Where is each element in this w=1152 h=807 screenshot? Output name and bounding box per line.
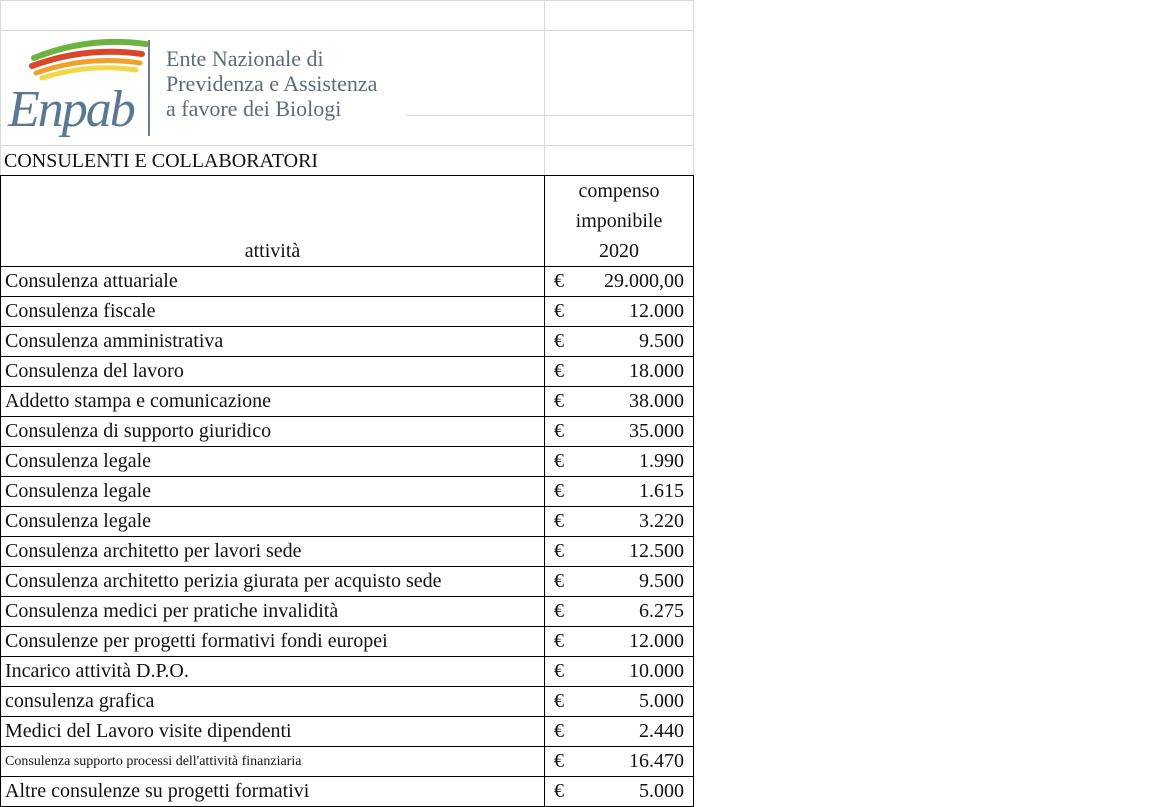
amount-cell[interactable] [545, 357, 694, 387]
table-row [1, 567, 694, 597]
activity-cell[interactable]: Consulenze per progetti formativi fondi europei [1, 627, 545, 657]
table-row [1, 687, 694, 717]
logo-line-2: Previdenza e Assistenza [166, 71, 378, 96]
activity-cell[interactable]: Consulenza amministrativa [1, 327, 545, 357]
currency-symbol: € [554, 540, 564, 562]
activity-cell[interactable]: Consulenza architetto perizia giurata per acquisto sede [1, 567, 545, 597]
section-title: CONSULENTI E COLLABORATORI [4, 150, 319, 172]
amount-cell[interactable] [545, 387, 694, 417]
currency-symbol: € [554, 600, 564, 622]
consultants-table [0, 175, 694, 807]
amount-value: 1.615 [639, 480, 684, 502]
amount-cell[interactable] [545, 627, 694, 657]
activity-cell[interactable]: Consulenza di supporto giuridico [1, 417, 545, 447]
amount-value: 16.470 [629, 750, 684, 772]
amount-cell[interactable] [545, 597, 694, 627]
amount-value: 10.000 [629, 660, 684, 682]
table-row [1, 417, 694, 447]
table-row [1, 327, 694, 357]
amount-cell[interactable] [545, 717, 694, 747]
amount-cell[interactable] [545, 327, 694, 357]
activity-cell[interactable]: Consulenza medici per pratiche invalidità [1, 597, 545, 627]
currency-symbol: € [554, 630, 564, 652]
table-row [1, 627, 694, 657]
table-row [1, 597, 694, 627]
table-row [1, 387, 694, 417]
table-row [1, 447, 694, 477]
table-row [1, 297, 694, 327]
header-compenso-cell[interactable] [545, 176, 694, 267]
amount-value: 12.000 [629, 630, 684, 652]
activity-cell[interactable]: Consulenza del lavoro [1, 357, 545, 387]
table-row [1, 657, 694, 687]
amount-value: 12.000 [629, 300, 684, 322]
table-row [1, 747, 694, 777]
amount-value: 9.500 [639, 330, 684, 352]
amount-cell[interactable] [545, 567, 694, 597]
currency-symbol: € [554, 360, 564, 382]
header-compenso-line-2: imponibile [575, 210, 663, 232]
amount-value: 5.000 [639, 780, 684, 802]
amount-cell[interactable] [545, 657, 694, 687]
amount-cell[interactable] [545, 507, 694, 537]
amount-value: 12.500 [629, 540, 684, 562]
currency-symbol: € [554, 390, 564, 412]
amount-value: 3.220 [639, 510, 684, 532]
gridline [0, 0, 694, 1]
amount-value: 18.000 [629, 360, 684, 382]
activity-cell[interactable]: Medici del Lavoro visite dipendenti [1, 717, 545, 747]
activity-cell[interactable]: Consulenza legale [1, 507, 545, 537]
activity-cell[interactable]: Consulenza attuariale [1, 267, 545, 297]
logo-line-3: a favore dei Biologi [166, 96, 342, 121]
amount-value: 29.000,00 [604, 270, 684, 292]
activity-cell[interactable]: Consulenza fiscale [1, 297, 545, 327]
currency-symbol: € [554, 720, 564, 742]
amount-cell[interactable] [545, 747, 694, 777]
gridline [544, 0, 545, 175]
activity-cell[interactable]: Consulenza legale [1, 447, 545, 477]
table-row [1, 267, 694, 297]
gridline [0, 0, 1, 175]
header-activity-cell[interactable] [1, 176, 545, 267]
amount-value: 6.275 [639, 600, 684, 622]
currency-symbol: € [554, 450, 564, 472]
table-row [1, 777, 694, 807]
activity-cell[interactable]: Altre consulenze su progetti formativi [1, 777, 545, 807]
table-row [1, 477, 694, 507]
currency-symbol: € [554, 690, 564, 712]
activity-cell[interactable]: Consulenza legale [1, 477, 545, 507]
amount-value: 1.990 [639, 450, 684, 472]
logo-swoosh-icon [28, 38, 158, 84]
currency-symbol: € [554, 420, 564, 442]
logo-wordmark: Enpab [8, 81, 134, 138]
amount-cell[interactable] [545, 447, 694, 477]
currency-symbol: € [554, 750, 564, 772]
currency-symbol: € [554, 480, 564, 502]
currency-symbol: € [554, 300, 564, 322]
amount-cell[interactable] [545, 477, 694, 507]
enpab-logo [6, 36, 406, 141]
gridline [693, 0, 694, 175]
amount-value: 5.000 [639, 690, 684, 712]
logo-text [166, 46, 377, 121]
logo-line-1: Ente Nazionale di [166, 46, 324, 71]
amount-value: 38.000 [629, 390, 684, 412]
currency-symbol: € [554, 330, 564, 352]
activity-cell[interactable]: Addetto stampa e comunicazione [1, 387, 545, 417]
currency-symbol: € [554, 270, 564, 292]
gridline [406, 115, 694, 116]
currency-symbol: € [554, 780, 564, 802]
amount-cell[interactable] [545, 777, 694, 807]
amount-value: 9.500 [639, 570, 684, 592]
table-header-row [1, 176, 694, 267]
amount-value: 35.000 [629, 420, 684, 442]
activity-cell[interactable]: Consulenza supporto processi dell'attività finanziaria [1, 747, 545, 777]
header-activity: attività [244, 240, 301, 262]
activity-cell[interactable]: Incarico attività D.P.O. [1, 657, 545, 687]
currency-symbol: € [554, 570, 564, 592]
activity-cell[interactable]: Consulenza architetto per lavori sede [1, 537, 545, 567]
gridline [0, 145, 694, 146]
gridline [0, 30, 694, 31]
amount-cell[interactable] [545, 417, 694, 447]
amount-cell[interactable] [545, 297, 694, 327]
amount-cell[interactable] [545, 267, 694, 297]
table-row [1, 507, 694, 537]
amount-value: 2.440 [639, 720, 684, 742]
table-row [1, 717, 694, 747]
currency-symbol: € [554, 660, 564, 682]
table-row [1, 537, 694, 567]
table-row [1, 357, 694, 387]
currency-symbol: € [554, 510, 564, 532]
logo-divider [148, 40, 150, 136]
header-compenso-line-3: 2020 [599, 240, 639, 262]
activity-cell[interactable]: consulenza grafica [1, 687, 545, 717]
amount-cell[interactable] [545, 537, 694, 567]
amount-cell[interactable] [545, 687, 694, 717]
header-compenso-line-1: compenso [578, 180, 660, 202]
